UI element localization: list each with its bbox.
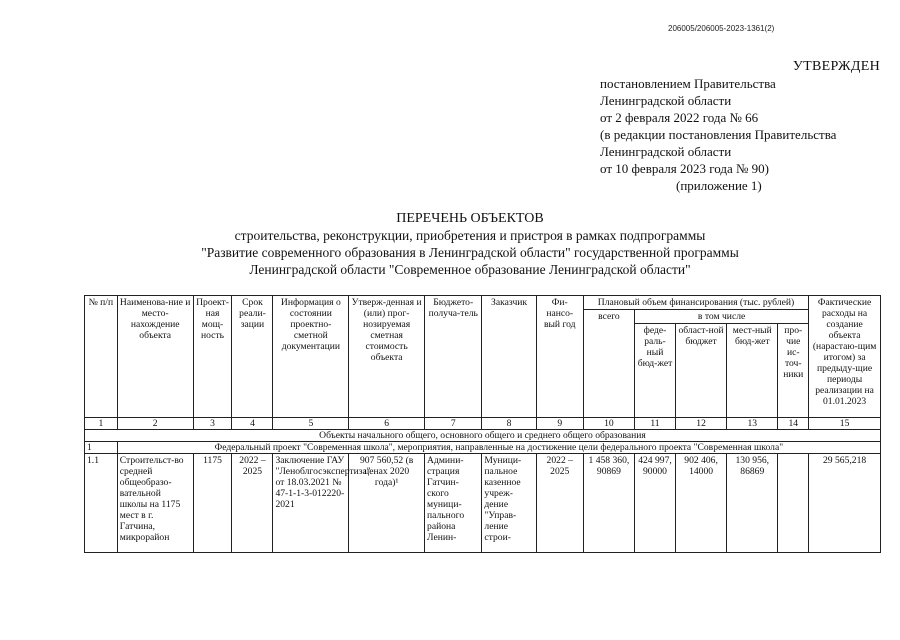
section-title: Объекты начального общего, основного общего и среднего общего образования <box>85 430 881 442</box>
column-number: 13 <box>727 418 778 430</box>
header-actual-expenses: Фактические расходы на создание объекта (нарастаю-щим итогом) за предыду-щие периоды реализации на 01.01.2023 <box>809 296 881 418</box>
header-recipient: Бюджето-получа-тель <box>425 296 482 418</box>
other-sources <box>778 454 809 553</box>
column-number: 10 <box>583 418 634 430</box>
local-budget: 130 956, 86869 <box>727 454 778 553</box>
subsection-row <box>85 442 881 454</box>
header-customer: Заказчик <box>482 296 536 418</box>
column-number: 1 <box>85 418 118 430</box>
column-number: 9 <box>536 418 583 430</box>
header-name: Наименова-ние и место-нахождение объекта <box>117 296 193 418</box>
objects-table <box>84 295 881 553</box>
header-regional: област-ной бюджет <box>675 324 726 418</box>
customer: Муници-пальное казенное учреж-дение "Управ-ление строи- <box>482 454 536 553</box>
approved-cost: 907 560,52 (в ценах 2020 года)¹ <box>349 454 425 553</box>
column-number: 7 <box>425 418 482 430</box>
design-info: Заключение ГАУ "Леноблгосэкспертиза" от 18.03.2021 № 47-1-1-3-012220-2021 <box>273 454 349 553</box>
approval-heading: УТВЕРЖДЕН <box>792 59 880 74</box>
column-number: 11 <box>635 418 676 430</box>
column-number: 6 <box>349 418 425 430</box>
object-name: Строительст-во средней общеобразо-вательной школы на 1175 мест в г. Гатчина, микрорайон <box>117 454 193 553</box>
approval-line: (в редакции постановления Правительства <box>600 127 837 142</box>
header-capacity: Проект-ная мощ-ность <box>193 296 232 418</box>
title-line: строительства, реконструкции, приобретения и пристроя в рамках подпрограммы <box>234 228 706 243</box>
header-row <box>85 296 881 310</box>
document-title <box>90 210 850 278</box>
header-period: Срок реали-зации <box>232 296 273 418</box>
object-capacity: 1175 <box>193 454 232 553</box>
header-design-info: Информация о состоянии проектно-сметной документации <box>273 296 349 418</box>
header-approved-cost: Утверж-денная и (или) прог-нозируемая сметная стоимость объекта <box>349 296 425 418</box>
object-period: 2022 – 2025 <box>232 454 273 553</box>
document-number: 206005/206005-2023-1361(2) <box>668 24 775 33</box>
header-total: всего <box>583 310 634 418</box>
column-number: 3 <box>193 418 232 430</box>
budget-recipient: Админи-страция Гатчин-ского муници-пального района Ленин- <box>425 454 482 553</box>
approval-line: от 2 февраля 2022 года № 66 <box>600 110 759 125</box>
title-line: Ленинградской области "Современное образование Ленинградской области" <box>249 262 691 277</box>
header-local: мест-ный бюд-жет <box>727 324 778 418</box>
header-planned-financing: Плановый объем финансирования (тыс. рублей) <box>583 296 808 310</box>
regional-budget: 902 406, 14000 <box>675 454 726 553</box>
header-including: в том числе <box>635 310 809 324</box>
subsection-number: 1 <box>85 442 118 454</box>
approval-line: от 10 февраля 2023 года № 90) <box>600 161 769 176</box>
subsection-title: Федеральный проект "Современная школа", мероприятия, направленные на достижение цели федерального проекта "Современная школа" <box>117 442 880 454</box>
header-fin-year: Фи-нансо-вый год <box>536 296 583 418</box>
title-line: "Развитие современного образования в Ленинградской области" государственной программы <box>201 245 739 260</box>
approval-block <box>600 58 890 194</box>
header-federal: феде-раль-ный бюд-жет <box>635 324 676 418</box>
federal-budget: 424 997, 90000 <box>635 454 676 553</box>
column-number: 4 <box>232 418 273 430</box>
title-heading: ПЕРЕЧЕНЬ ОБЪЕКТОВ <box>396 211 544 226</box>
approval-line: Ленинградской области <box>600 144 732 159</box>
section-row <box>85 430 881 442</box>
column-number-row <box>85 418 881 430</box>
column-number: 12 <box>675 418 726 430</box>
column-number: 14 <box>778 418 809 430</box>
actual-expenses: 29 565,218 <box>809 454 881 553</box>
header-num: № п/п <box>85 296 118 418</box>
approval-line: постановлением Правительства <box>600 76 776 91</box>
approval-appendix: (приложение 1) <box>676 178 762 193</box>
column-number: 8 <box>482 418 536 430</box>
column-number: 5 <box>273 418 349 430</box>
column-number: 2 <box>117 418 193 430</box>
financial-year: 2022 – 2025 <box>536 454 583 553</box>
column-number: 15 <box>809 418 881 430</box>
table-row <box>85 454 881 553</box>
approval-line: Ленинградской области <box>600 93 732 108</box>
total-financing: 1 458 360, 90869 <box>583 454 634 553</box>
row-number: 1.1 <box>85 454 118 553</box>
header-other: про-чие ис-точ-ники <box>778 324 809 418</box>
